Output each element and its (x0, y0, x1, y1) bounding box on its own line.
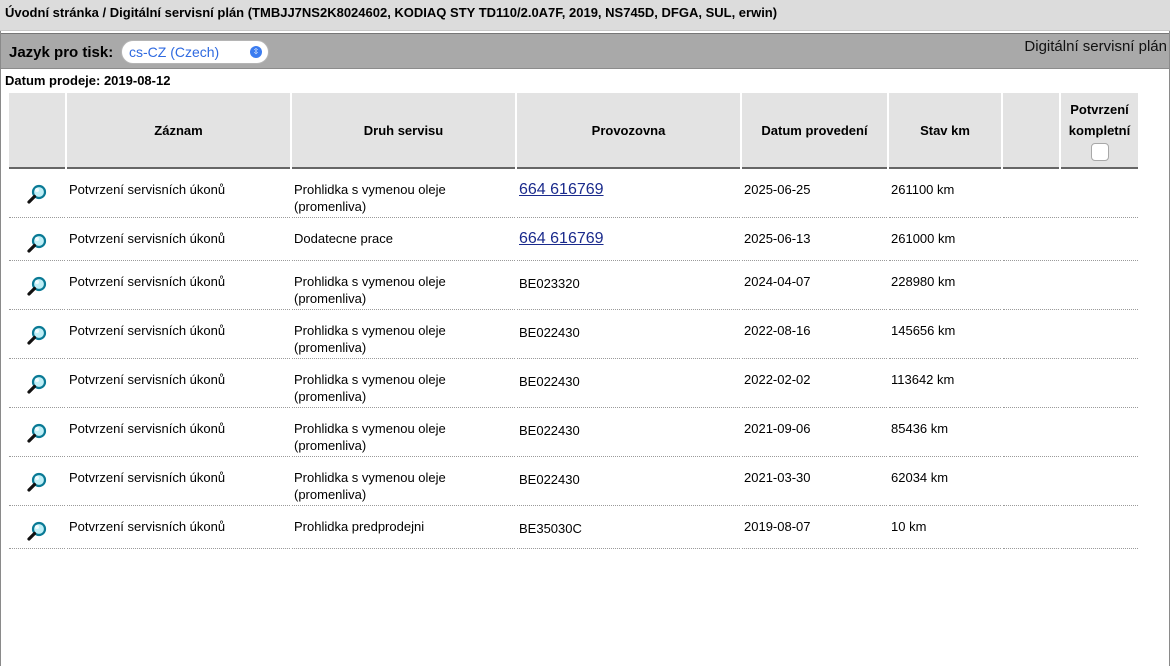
magnifier-icon[interactable] (26, 183, 48, 209)
service-type-cell: Prohlidka s vymenou oleje (promenliva) (292, 457, 515, 506)
language-select[interactable] (121, 40, 269, 64)
confirm-cell (1061, 457, 1138, 506)
record-cell: Potvrzení servisních úkonů (67, 506, 290, 549)
row-detail-cell (9, 169, 65, 218)
language-select-value: cs-CZ (Czech) (129, 44, 220, 60)
workshop-cell (517, 457, 740, 506)
workshop-link[interactable]: 664 616769 (519, 230, 604, 247)
mileage-cell: 228980 km (889, 261, 1001, 310)
date-cell: 2021-03-30 (742, 457, 887, 506)
date-cell: 2022-08-16 (742, 310, 887, 359)
row-detail-cell (9, 408, 65, 457)
row-detail-cell (9, 310, 65, 359)
record-cell: Potvrzení servisních úkonů (67, 310, 290, 359)
workshop-code: BE022430 (519, 374, 580, 389)
breadcrumb: Úvodní stránka / Digitální servisní plán (TMBJJ7NS2K8024602, KODIAQ STY TD110/2.0A7F, 2019, NS745D, DFGA, SUL, erwin) (0, 0, 1170, 31)
header-workshop: Provozovna (517, 93, 740, 169)
date-cell: 2025-06-25 (742, 169, 887, 218)
date-cell: 2019-08-07 (742, 506, 887, 549)
workshop-code: BE022430 (519, 423, 580, 438)
workshop-cell (517, 261, 740, 310)
header-icon-col (9, 93, 65, 169)
mileage-cell: 261100 km (889, 169, 1001, 218)
confirm-cell (1061, 310, 1138, 359)
header-mileage: Stav km (889, 93, 1001, 169)
magnifier-icon[interactable] (26, 520, 48, 546)
service-type-cell: Prohlidka s vymenou oleje (promenliva) (292, 408, 515, 457)
row-detail-cell (9, 457, 65, 506)
header-record: Záznam (67, 93, 290, 169)
date-cell: 2025-06-13 (742, 218, 887, 261)
date-cell: 2021-09-06 (742, 408, 887, 457)
header-confirm-line2: kompletní (1068, 123, 1131, 138)
date-cell: 2024-04-07 (742, 261, 887, 310)
workshop-cell (517, 218, 740, 261)
workshop-cell (517, 310, 740, 359)
row-detail-cell (9, 359, 65, 408)
workshop-cell (517, 408, 740, 457)
service-type-cell: Dodatecne prace (292, 218, 515, 261)
magnifier-icon[interactable] (26, 373, 48, 399)
confirm-cell (1061, 169, 1138, 218)
confirm-cell (1061, 408, 1138, 457)
magnifier-icon[interactable] (26, 232, 48, 258)
header-confirm-line1: Potvrzení (1070, 102, 1129, 117)
empty-cell (1003, 310, 1059, 359)
record-cell: Potvrzení servisních úkonů (67, 169, 290, 218)
mileage-cell: 113642 km (889, 359, 1001, 408)
sale-date: Datum prodeje: 2019-08-12 (5, 73, 171, 88)
language-toolbar (1, 33, 1169, 69)
confirm-cell (1061, 359, 1138, 408)
table-body (9, 169, 1138, 549)
header-date: Datum provedení (742, 93, 887, 169)
table-row (9, 457, 1138, 506)
workshop-code: BE023320 (519, 276, 580, 291)
service-type-cell: Prohlidka s vymenou oleje (promenliva) (292, 169, 515, 218)
confirm-cell (1061, 261, 1138, 310)
empty-cell (1003, 261, 1059, 310)
workshop-link[interactable]: 664 616769 (519, 181, 604, 198)
header-empty-col (1003, 93, 1059, 169)
service-type-cell: Prohlidka s vymenou oleje (promenliva) (292, 310, 515, 359)
magnifier-icon[interactable] (26, 471, 48, 497)
table-row (9, 359, 1138, 408)
table-row (9, 408, 1138, 457)
workshop-cell (517, 359, 740, 408)
empty-cell (1003, 506, 1059, 549)
record-cell: Potvrzení servisních úkonů (67, 408, 290, 457)
magnifier-icon[interactable] (26, 275, 48, 301)
header-service-type: Druh servisu (292, 93, 515, 169)
table-row (9, 261, 1138, 310)
chevron-updown-icon: ⇳ (250, 46, 262, 58)
confirm-cell (1061, 218, 1138, 261)
mileage-cell: 261000 km (889, 218, 1001, 261)
row-detail-cell (9, 218, 65, 261)
mileage-cell: 62034 km (889, 457, 1001, 506)
mileage-cell: 145656 km (889, 310, 1001, 359)
table-row (9, 506, 1138, 549)
empty-cell (1003, 408, 1059, 457)
mileage-cell: 10 km (889, 506, 1001, 549)
mileage-cell: 85436 km (889, 408, 1001, 457)
magnifier-icon[interactable] (26, 324, 48, 350)
header-confirm-complete (1061, 93, 1138, 169)
main-frame (0, 31, 1170, 666)
confirm-all-checkbox[interactable] (1091, 143, 1109, 161)
date-cell: 2022-02-02 (742, 359, 887, 408)
empty-cell (1003, 457, 1059, 506)
page-title: Digitální servisní plán (1024, 38, 1167, 55)
workshop-cell (517, 169, 740, 218)
workshop-code: BE022430 (519, 325, 580, 340)
table-header-row (9, 93, 1138, 169)
service-type-cell: Prohlidka s vymenou oleje (promenliva) (292, 359, 515, 408)
table-row (9, 310, 1138, 359)
empty-cell (1003, 218, 1059, 261)
confirm-cell (1061, 506, 1138, 549)
workshop-code: BE022430 (519, 472, 580, 487)
service-type-cell: Prohlidka predprodejni (292, 506, 515, 549)
workshop-cell (517, 506, 740, 549)
table-row (9, 218, 1138, 261)
magnifier-icon[interactable] (26, 422, 48, 448)
table-row (9, 169, 1138, 218)
row-detail-cell (9, 261, 65, 310)
service-table (7, 93, 1140, 549)
record-cell: Potvrzení servisních úkonů (67, 457, 290, 506)
workshop-code: BE35030C (519, 521, 582, 536)
record-cell: Potvrzení servisních úkonů (67, 261, 290, 310)
service-type-cell: Prohlidka s vymenou oleje (promenliva) (292, 261, 515, 310)
record-cell: Potvrzení servisních úkonů (67, 359, 290, 408)
empty-cell (1003, 169, 1059, 218)
language-label: Jazyk pro tisk: (9, 44, 114, 61)
record-cell: Potvrzení servisních úkonů (67, 218, 290, 261)
empty-cell (1003, 359, 1059, 408)
row-detail-cell (9, 506, 65, 549)
